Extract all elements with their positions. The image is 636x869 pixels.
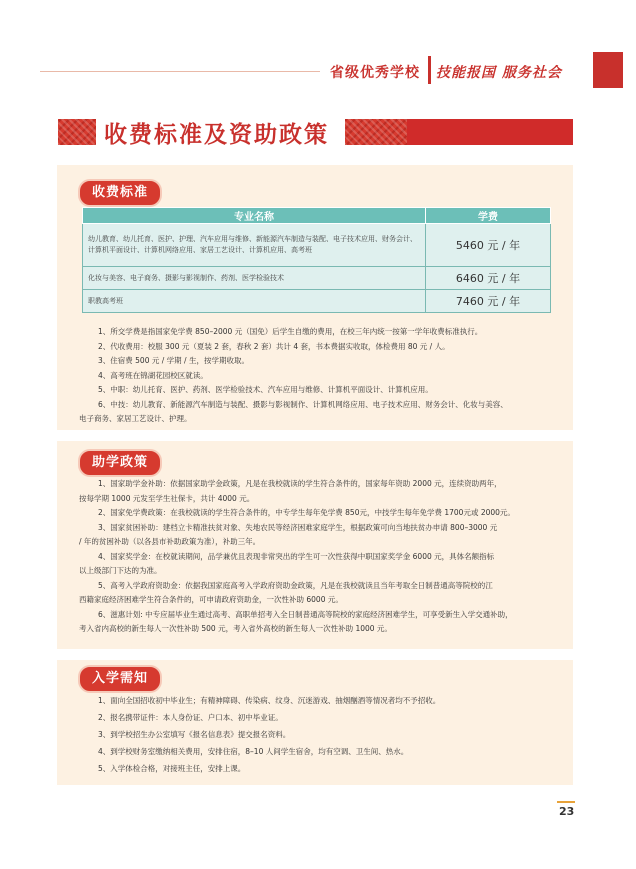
aid-line: 5、高考入学政府资助金：依据我国家庭高考入学政府资助金政策，凡是在我校就读且当年考取全日制普通高等院校的江 bbox=[98, 580, 493, 590]
aid-paragraphs bbox=[79, 477, 551, 637]
aid-panel bbox=[57, 441, 573, 649]
admission-item: 1、面向全国招收初中毕业生；有精神障碍、传染病、纹身、沉迷游戏、抽烟酗酒等情况者均不予招收。 bbox=[98, 696, 441, 705]
column-header-fee: 学费 bbox=[426, 208, 551, 224]
page-number-accent bbox=[557, 801, 575, 803]
title-red-bar bbox=[407, 119, 573, 145]
header-separator bbox=[428, 56, 431, 84]
fee-note: 2、代收费用：校服 300 元（夏装 2 套，春秋 2 套）共计 4 套，书本费据实收取，体检费用 80 元 / 人。 bbox=[98, 341, 450, 351]
table-row bbox=[83, 224, 551, 267]
page-number: 23 bbox=[559, 805, 575, 818]
header-rule bbox=[40, 71, 320, 72]
fees-heading: 收费标准 bbox=[78, 179, 162, 207]
table-row bbox=[83, 290, 551, 313]
major-cell: 职教高考班 bbox=[83, 290, 426, 313]
admission-item: 4、到学校财务室缴纳相关费用，安排住宿，8–10 人间学生宿舍，均有空调、卫生间、热水。 bbox=[98, 747, 409, 756]
header-motto: 技能报国 服务社会 bbox=[436, 65, 562, 81]
fee-note: 5、中职：幼儿托育、医护、药剂、医学检验技术、汽车应用与维修、计算机平面设计、计算机应用。 bbox=[98, 385, 433, 394]
header-red-block bbox=[593, 52, 623, 88]
aid-line: 3、国家贫困补助：建档立卡精准扶贫对象、失地农民等经济困难家庭学生，根据政策可向当地扶贫办申请 800–3000 元 bbox=[98, 522, 498, 532]
title-pattern-right bbox=[345, 119, 407, 145]
admission-item: 2、报名携带证件：本人身份证、户口本、初中毕业证。 bbox=[98, 713, 283, 722]
page-title: 收费标准及资助政策 bbox=[104, 122, 329, 148]
fee-cell: 7460 元 / 年 bbox=[426, 290, 551, 313]
aid-line: 4、国家奖学金：在校就读期间，品学兼优且表现非常突出的学生可一次性获得中职国家奖学金 6000 元，具体名额指标 bbox=[98, 551, 495, 561]
fee-note: 4、高考班在锦湖花园校区就读。 bbox=[98, 370, 208, 380]
aid-line: 1、国家助学金补助：依据国家助学金政策，凡是在我校就读的学生符合条件的，国家每年资助 2000 元，连续资助两年， bbox=[98, 479, 502, 488]
admission-items bbox=[79, 692, 551, 777]
fee-note: 3、住宿费 500 元 / 学期 / 生，按学期收取。 bbox=[98, 356, 249, 365]
fee-note: 电子商务、家居工艺设计、护理。 bbox=[79, 414, 192, 423]
admission-item: 5、入学体检合格，对接班主任，安排上课。 bbox=[98, 764, 246, 773]
table-row bbox=[83, 267, 551, 290]
fee-note: 1、所交学费是指国家免学费 850–2000 元（国免）后学生自缴的费用，在校三年内统一按第一学年收费标准执行。 bbox=[98, 327, 483, 336]
admission-heading: 入学需知 bbox=[78, 665, 162, 693]
aid-line: 以上级部门下达的为准。 bbox=[79, 566, 162, 575]
major-cell: 幼儿教育、幼儿托育、医护、护理、汽车应用与维修、新能源汽车制造与装配、电子技术应用、财务会计、计算机平面设计、计算机网络应用、家居工艺设计、计算机应用、高考班 bbox=[83, 224, 426, 267]
title-pattern-left bbox=[58, 119, 96, 145]
fees-panel bbox=[57, 165, 573, 430]
fee-cell: 5460 元 / 年 bbox=[426, 224, 551, 267]
header-school-honor: 省级优秀学校 bbox=[330, 65, 420, 81]
major-cell: 化妆与美容、电子商务、摄影与影视制作、药剂、医学检验技术 bbox=[83, 267, 426, 290]
admission-panel bbox=[57, 660, 573, 785]
aid-line: 2、国家免学费政策：在我校就读的学生符合条件的，中专学生每年免学费 850元，中技学生每年免学费 1700元或 2000元。 bbox=[98, 508, 515, 517]
aid-line: 按每学期 1000 元发至学生社保卡，共计 4000 元。 bbox=[79, 493, 255, 503]
admission-item: 3、到学校招生办公室填写《报名信息表》提交报名资料。 bbox=[98, 730, 291, 739]
aid-line: / 年的贫困补助（以各县市补助政策为准），补助三年。 bbox=[79, 537, 261, 546]
aid-line: 考入省内高校的新生每人一次性补助 500 元，考入省外高校的新生每人一次性补助 1000 元。 bbox=[79, 624, 392, 633]
aid-line: 西籍家庭经济困难学生符合条件的，可申请政府资助金，一次性补助 6000 元。 bbox=[79, 595, 343, 604]
fee-cell: 6460 元 / 年 bbox=[426, 267, 551, 290]
fee-note: 6、中技：幼儿教育、新能源汽车制造与装配、摄影与影视制作、计算机网络应用、电子技术应用、财务会计、化妆与美容、 bbox=[98, 399, 508, 409]
column-header-major: 专业名称 bbox=[83, 208, 426, 224]
aid-heading: 助学政策 bbox=[78, 449, 162, 477]
aid-line: 6、滋惠计划: 中专应届毕业生通过高考、高职单招考入全日制普通高等院校的家庭经济困难学生，可享受新生入学交通补助， bbox=[98, 609, 513, 619]
fee-notes bbox=[79, 325, 551, 427]
fee-table bbox=[82, 207, 551, 313]
